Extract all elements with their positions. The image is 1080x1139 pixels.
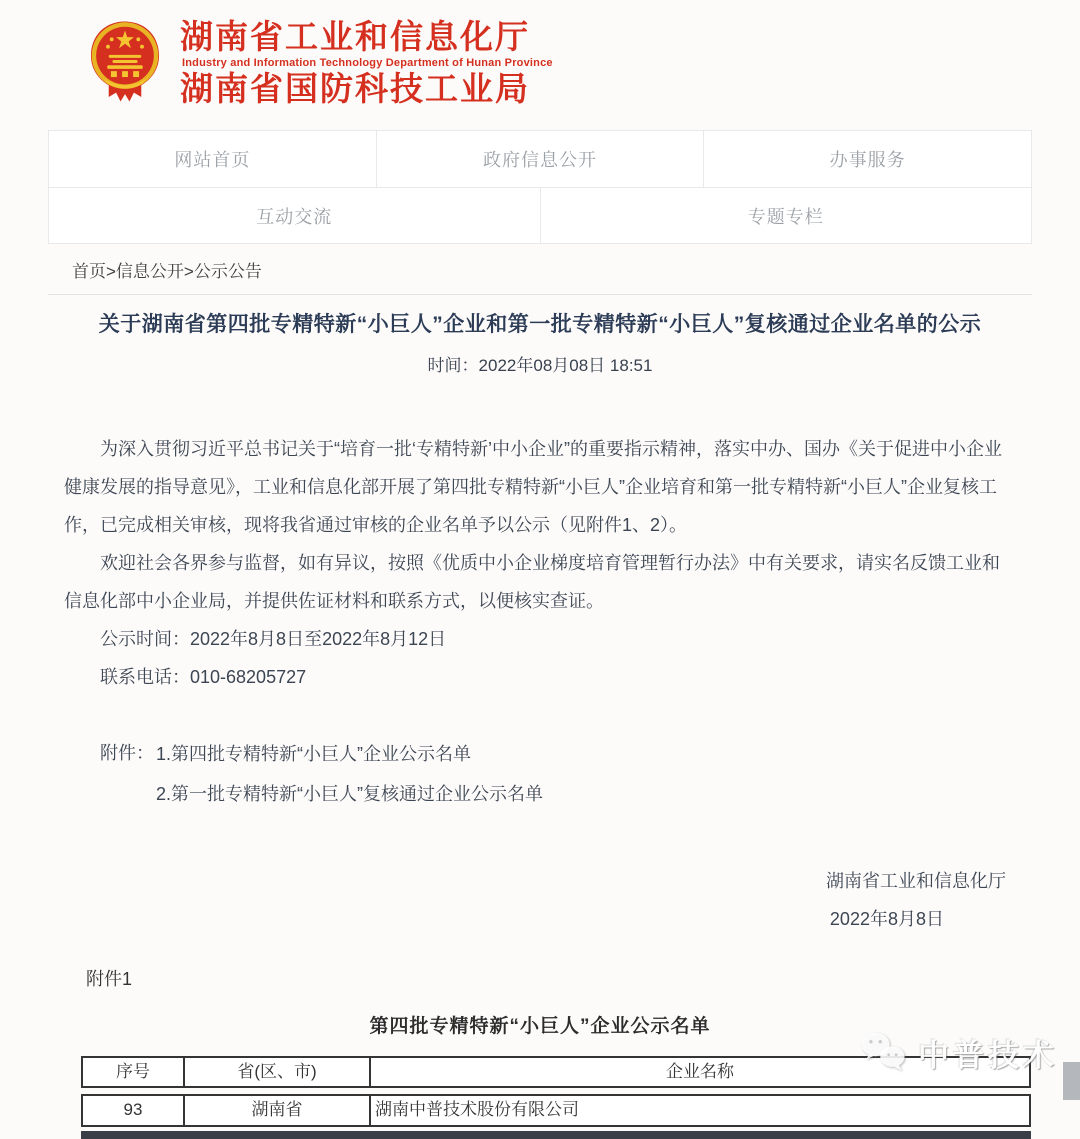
org-name-cn-1: 湖南省工业和信息化厅 <box>180 18 530 55</box>
table-header-row <box>81 1056 1031 1088</box>
column-header-index: 序号 <box>116 1061 150 1081</box>
national-emblem-icon <box>88 20 162 106</box>
annex-table-title: 第四批专精特新“小巨人”企业公示名单 <box>369 1015 711 1037</box>
publish-time: 时间：2022年08月08日 18:51 <box>427 355 653 375</box>
cell-company-name: 湖南中普技术股份有限公司 <box>369 1096 1029 1125</box>
attachments-block <box>64 734 1016 814</box>
org-names <box>180 18 553 108</box>
nav-row-1 <box>49 131 1031 187</box>
signature-org: 湖南省工业和信息化厅 <box>826 870 1006 891</box>
table-next-row-edge <box>81 1131 1031 1139</box>
paragraph-1: 为深入贯彻习近平总书记关于“培育一批‘专精特新’中小企业”的重要指示精神，落实中办、国办《关于促进中小企业健康发展的指导意见》，工业和信息化部开展了第四批专精特新“小巨人”企业培育和第一批专精特新“小巨人”企业复核工作，已完成相关审核，现将我省通过审核的企业名单予以公示（见附件1、2）。 <box>64 438 1002 535</box>
signature-date: 2022年8月8日 <box>829 908 944 929</box>
nav-item-special-columns[interactable]: 专题专栏 <box>540 188 1032 243</box>
breadcrumb[interactable]: 首页>信息公开>公示公告 <box>48 244 1032 295</box>
page-title: 关于湖南省第四批专精特新“小巨人”企业和第一批专精特新“小巨人”复核通过企业名单的公示 <box>98 313 982 336</box>
scrollbar-thumb[interactable] <box>1063 1062 1080 1100</box>
nav-item-services[interactable]: 办事服务 <box>703 131 1031 187</box>
cell-index: 93 <box>123 1100 143 1119</box>
site-header <box>0 0 1080 130</box>
attachment-link-1[interactable]: 1.第四批专精特新“小巨人”企业公示名单 <box>156 743 471 764</box>
contact-phone: 联系电话：010-68205727 <box>100 666 307 687</box>
nav-row-2 <box>49 187 1031 243</box>
main-nav <box>48 130 1032 244</box>
org-name-en: Industry and Information Technology Department of Hunan Province <box>182 56 553 69</box>
publicity-period: 公示时间：2022年8月8日至2022年8月12日 <box>100 628 447 649</box>
nav-item-home[interactable]: 网站首页 <box>174 150 251 170</box>
annex-label: 附件1 <box>86 968 133 989</box>
table-row <box>81 1094 1031 1127</box>
column-header-company: 企业名称 <box>369 1058 1029 1086</box>
org-name-cn-2: 湖南省国防科技工业局 <box>180 69 530 107</box>
nav-item-gov-info[interactable]: 政府信息公开 <box>376 131 704 187</box>
cell-province: 湖南省 <box>183 1096 369 1125</box>
annex-table <box>81 1056 1031 1127</box>
paragraph-2: 欢迎社会各界参与监督，如有异议，按照《优质中小企业梯度培育管理暂行办法》中有关要求，请实名反馈工业和信息化部中小企业局，并提供佐证材料和联系方式，以便核实查证。 <box>64 552 1000 611</box>
article-body <box>48 430 1032 1139</box>
column-header-province: 省(区、市) <box>183 1058 369 1086</box>
attachments-label: 附件： <box>100 742 154 763</box>
attachment-link-2[interactable]: 2.第一批专精特新“小巨人”复核通过企业公示名单 <box>156 783 543 804</box>
attachments-list <box>156 734 543 814</box>
watermark-text: 中普技术 <box>918 1037 1058 1073</box>
nav-item-interaction[interactable]: 互动交流 <box>256 206 333 227</box>
signature-block <box>64 862 1016 938</box>
